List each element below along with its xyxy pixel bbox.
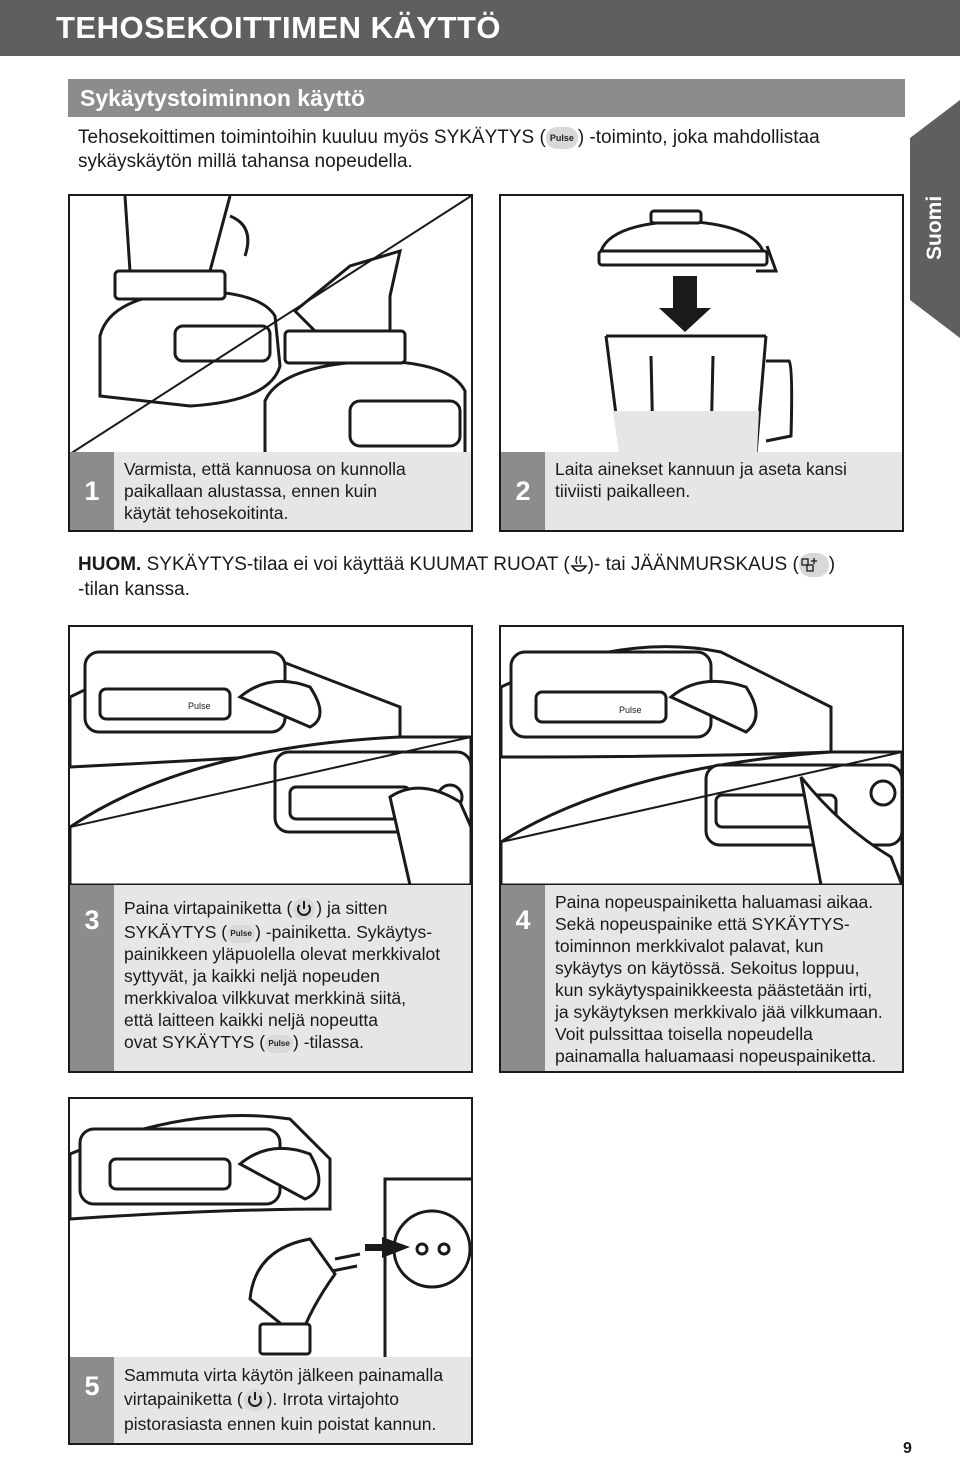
page-number: 9 [903,1440,912,1457]
section-title: Sykäytystoiminnon käyttö [80,85,366,111]
step-3-text: ) ja sitten [316,898,388,918]
power-icon [243,1388,267,1412]
step-4-text-line: kun sykäytyspainikkeesta päästetään irti, [555,980,873,1000]
hot-food-icon [570,554,588,576]
note-label: HUOM. [78,554,142,575]
language-tab-label: Suomi [923,195,946,260]
note-text-3: ) [828,554,836,575]
jar-lid-illustration [501,196,902,454]
note-paragraph [78,552,908,602]
speed-button-illustration [501,627,902,885]
step-3-caption [70,885,471,1071]
step-2-text-line: tiiviisti paikalleen. [555,481,691,501]
unplug-illustration [70,1099,471,1357]
blender-base-illustration [70,196,471,454]
pulse-icon: Pulse [227,925,255,943]
step-4-text-line: sykäytys on käytössä. Sekoitus loppuu, [555,958,860,978]
control-panel-illustration [70,627,471,885]
step-4-text-line: ja sykäytyksen merkkivalo jää vilkkumaan. [555,1002,883,1022]
step-4-number: 4 [501,885,545,1071]
step-4-panel [499,625,904,1073]
step-5-text: virtapainiketta ( [124,1389,243,1409]
step-3-number: 3 [70,885,114,1071]
step-1-number: 1 [70,452,114,530]
intro-text-3: sykäyskäytön millä tahansa nopeudella. [78,151,413,172]
pulse-icon: Pulse [546,127,578,149]
step-3-panel [68,625,473,1073]
step-2-text-line: Laita ainekset kannuun ja aseta kansi [555,459,847,479]
step-1-text-line: Varmista, että kannuosa on kunnolla [124,459,406,479]
intro-text: Tehosekoittimen toimintoihin kuuluu myös SYKÄYTYS ( [78,127,546,148]
step-2-caption [501,452,902,530]
step-3-text: Paina virtapainiketta ( [124,898,293,918]
step-4-caption [501,885,902,1071]
step-5-caption [70,1357,471,1443]
section-header [68,79,905,117]
step-5-text-line: Sammuta virta käytön jälkeen painamalla [124,1365,444,1385]
note-text: SYKÄYTYS-tilaa ei voi käyttää KUUMAT RUOAT ( [141,554,570,575]
step-4-text-line: Voit pulssittaa toisella nopeudella [555,1024,813,1044]
pulse-button-label: Pulse [188,701,211,711]
pulse-icon: Pulse [265,1035,293,1053]
step-3-text: ovat SYKÄYTYS ( [124,1032,266,1053]
step-5-text: ). Irrota virtajohto [266,1389,399,1409]
step-3-text: SYKÄYTYS ( [124,922,228,943]
step-5-number: 5 [70,1357,114,1443]
step-4-text-line: toiminnon merkkivalot palavat, kun [555,936,824,956]
power-icon [292,897,316,921]
step-3-text-line: syttyvät, ja kaikki neljä nopeuden [124,966,380,987]
language-tab [910,100,960,338]
arrow-down-icon [659,276,711,332]
step-4-text-line: Paina nopeuspainiketta haluamasi aikaa. [555,892,874,912]
page-title: TEHOSEKOITTIMEN KÄYTTÖ [56,10,501,45]
step-4-text-line: Sekä nopeuspainike että SYKÄYTYS- [555,914,850,934]
step-2-panel [499,194,904,532]
step-3-text-line: että laitteen kaikki neljä nopeutta [124,1010,378,1031]
page-header-banner [0,0,960,56]
step-1-text-line: paikallaan alustassa, ennen kuin [124,481,377,501]
step-1-caption [70,452,471,530]
note-text-4: -tilan kanssa. [78,579,190,600]
intro-paragraph [78,126,898,174]
ice-crush-icon [799,553,829,577]
step-1-text-line: käytät tehosekoitinta. [124,503,289,523]
step-3-text: ) -painiketta. Sykäytys- [255,922,433,943]
step-1-panel [68,194,473,532]
step-3-text-line: painikkeen yläpuolella olevat merkkivalot [124,944,441,965]
step-3-text-line: merkkivaloa vilkkuvat merkkinä siitä, [124,988,407,1009]
step-3-text: ) -tilassa. [293,1032,365,1053]
step-2-number: 2 [501,452,545,530]
step-5-text-line: pistorasiasta ennen kuin poistat kannun. [124,1414,437,1435]
note-text-2: )- tai JÄÄNMURSKAUS ( [587,554,799,575]
intro-text-2: ) -toiminto, joka mahdollistaa [577,127,820,148]
step-5-panel [68,1097,473,1445]
pulse-button-label: Pulse [619,705,642,715]
step-4-text-line: painamalla haluamaasi nopeuspainiketta. [555,1046,877,1066]
